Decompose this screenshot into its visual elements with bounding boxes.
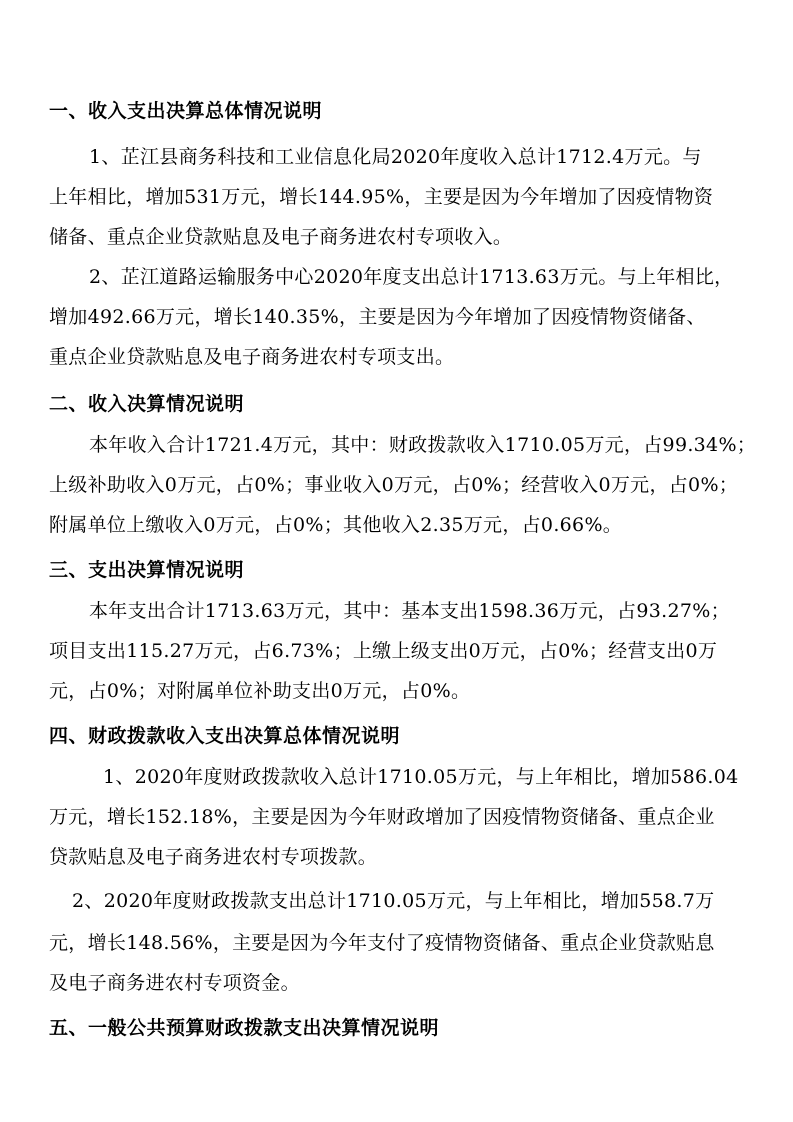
- paragraph-1-2-line-3: 重点企业贷款贴息及电子商务进农村专项支出。: [49, 346, 455, 368]
- section-heading-4: 四、财政拨款收入支出决算总体情况说明: [49, 725, 401, 747]
- paragraph-4-2-line-1: 2、2020年度财政拨款支出总计1710.05万元，与上年相比，增加558.7万: [72, 890, 715, 912]
- paragraph-3-1-line-2: 项目支出115.27万元，占6.73%；上缴上级支出0万元，占0%；经营支出0万: [49, 640, 718, 662]
- paragraph-3-1-line-1: 本年支出合计1713.63万元，其中：基本支出1598.36万元，占93.27%；: [89, 600, 730, 622]
- paragraph-2-1-line-1: 本年收入合计1721.4万元，其中：财政拨款收入1710.05万元，占99.34%；: [89, 434, 757, 456]
- paragraph-4-2-line-2: 元，增长148.56%，主要是因为今年支付了疫情物资储备、重点企业贷款贴息: [49, 932, 715, 954]
- paragraph-4-2-line-3: 及电子商务进农村专项资金。: [49, 972, 300, 994]
- paragraph-3-1-line-3: 元，占0%；对附属单位补助支出0万元，占0%。: [49, 680, 471, 702]
- paragraph-4-1-line-1: 1、2020年度财政拨款收入总计1710.05万元，与上年相比，增加586.04: [103, 766, 739, 788]
- paragraph-2-1-line-3: 附属单位上缴收入0万元，占0%；其他收入2.35万元，占0.66%。: [49, 514, 623, 536]
- paragraph-1-2-line-1: 2、芷江道路运输服务中心2020年度支出总计1713.63万元。与上年相比，: [89, 266, 734, 288]
- section-heading-5: 五、一般公共预算财政拨款支出决算情况说明: [49, 1017, 440, 1039]
- section-heading-1: 一、收入支出决算总体情况说明: [49, 100, 323, 122]
- paragraph-1-1-line-3: 储备、重点企业贷款贴息及电子商务进农村专项收入。: [49, 226, 513, 248]
- paragraph-2-1-line-2: 上级补助收入0万元，占0%；事业收入0万元，占0%；经营收入0万元，占0%；: [49, 474, 739, 496]
- paragraph-1-2-line-2: 增加492.66万元，增长140.35%，主要是因为今年增加了因疫情物资储备、: [49, 306, 706, 328]
- paragraph-4-1-line-3: 贷款贴息及电子商务进农村专项拨款。: [49, 846, 378, 868]
- paragraph-1-1-line-2: 上年相比，增加531万元，增长144.95%，主要是因为今年增加了因疫情物资: [49, 186, 714, 208]
- paragraph-4-1-line-2: 万元，增长152.18%，主要是因为今年财政增加了因疫情物资储备、重点企业: [49, 806, 715, 828]
- section-heading-2: 二、收入决算情况说明: [49, 393, 245, 415]
- section-heading-3: 三、支出决算情况说明: [49, 559, 245, 581]
- paragraph-1-1-line-1: 1、芷江县商务科技和工业信息化局2020年度收入总计1712.4万元。与: [89, 146, 702, 168]
